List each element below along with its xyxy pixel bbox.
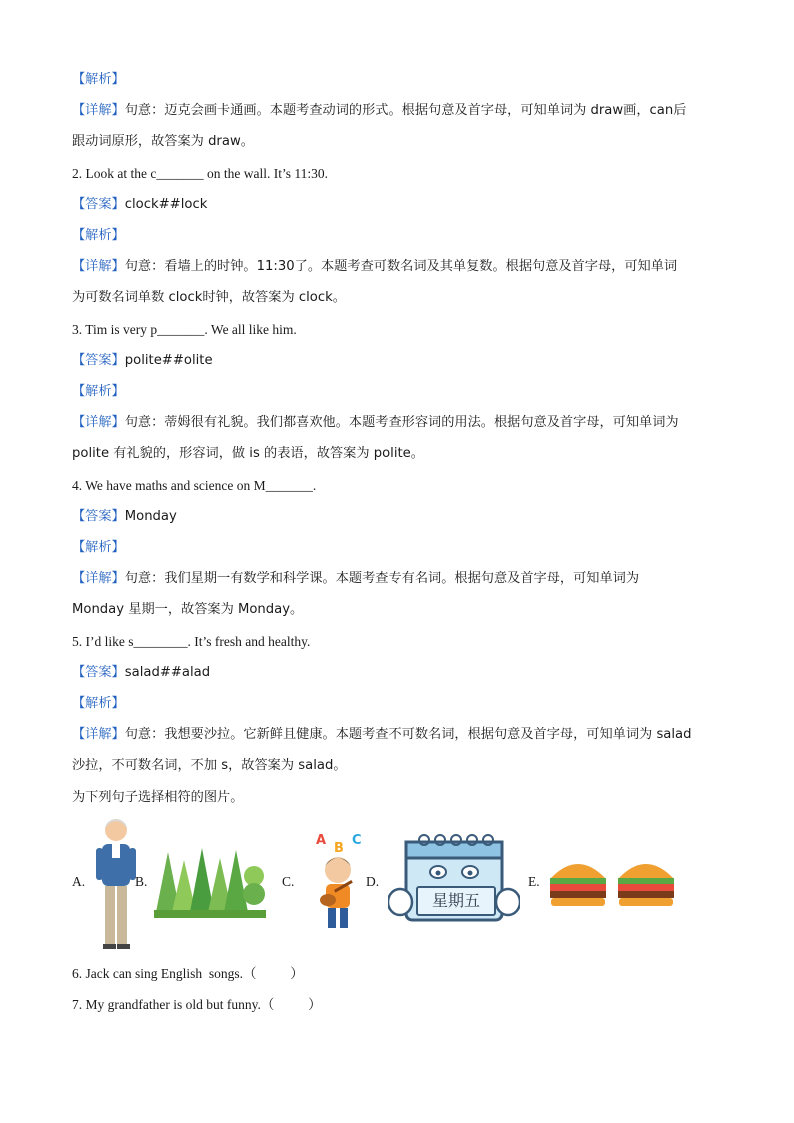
line-text: Monday 星期一，故答案为 Monday。 [72,602,304,618]
section-line [72,345,722,376]
section-tag: 【详解】 [72,415,125,431]
question-line [72,470,722,501]
option-label-b: B. [135,874,148,889]
line-text: 句意：我想要沙拉。它新鲜且健康。本题考查不可数名词，根据句意及首字母，可知单词为 salad [124,727,692,743]
picture-options [72,812,712,954]
calendar-friday-picture [388,830,520,930]
text-line [72,438,722,469]
section-tag: 【答案】 [72,352,125,368]
calendar-text: 星期五 [416,886,496,916]
line-text: Monday [124,508,177,524]
text-line [72,594,722,625]
text-line [72,282,722,313]
section-line [72,95,722,126]
section-tag: 【解析】 [72,72,125,87]
question-line [72,626,722,657]
section-tag: 【详解】 [72,259,125,275]
section-line [72,688,722,719]
line-text: 3. Tim is very p_______. We all like him. [72,321,297,337]
section-tag: 【解析】 [72,540,125,556]
section-line [72,376,722,407]
question-6: 6. Jack can sing English songs.（ ） [72,966,304,981]
section-line [72,220,722,251]
line-text: polite##olite [124,352,213,368]
line-text: polite 有礼貌的，形容词，做 is 的表语，故答案为 polite。 [72,446,424,462]
section-tag: 【详解】 [72,571,125,587]
section-tag: 【答案】 [72,664,125,680]
section-tag: 【解析】 [72,228,125,244]
section-line [72,719,722,750]
line-text: 为可数名词单数 clock时钟，故答案为 clock。 [72,290,346,306]
question-line [72,158,722,189]
section-line [72,251,722,282]
burgers-picture [548,854,678,910]
line-text: 为下列句子选择相符的图片。 [72,789,244,805]
line-text: 句意：迈克会画卡通画。本题考查动词的形式。根据句意及首字母，可知单词为 draw画，can后 [124,103,687,119]
section-line [72,657,722,688]
section-line [72,501,722,532]
section-tag: 【答案】 [72,196,125,212]
abc-letter-a: A [316,833,327,848]
line-text: 句意：我们星期一有数学和科学课。本题考查专有名词。根据句意及首字母，可知单词为 [124,571,640,587]
section-line [72,532,722,563]
section-tag: 【解析】 [72,384,125,400]
question-7: 7. My grandfather is old but funny.（ ） [72,997,322,1012]
question-line [72,314,722,345]
option-label-e: E. [528,874,540,889]
section-tag: 【详解】 [72,727,125,743]
option-label-c: C. [282,874,295,889]
section-tag: 【详解】 [72,103,125,119]
line-text: 句意：蒂姆很有礼貌。我们都喜欢他。本题考查形容词的用法。根据句意及首字母，可知单词为 [124,415,679,431]
text-line [72,750,722,781]
text-line [72,782,722,813]
line-text: 4. We have maths and science on M_______. [72,477,317,493]
text-line [72,126,722,157]
grandfather-picture [92,812,140,954]
line-text: clock##lock [124,196,208,212]
section-line [72,189,722,220]
line-text: salad##alad [124,664,211,680]
boy-singing-picture [310,830,368,934]
document-body [72,64,722,813]
option-label-d: D. [366,874,380,889]
line-text: 跟动词原形，故答案为 draw。 [72,134,254,150]
abc-letter-c: C [352,833,362,848]
option-label-a: A. [72,874,86,889]
abc-letter-b: B [334,841,344,856]
trees-picture [154,846,266,920]
line-text: 5. I’d like s________. It’s fresh and healthy. [72,633,311,649]
section-tag: 【答案】 [72,508,125,524]
section-line [72,407,722,438]
line-text: 沙拉，不可数名词，不加 s，故答案为 salad。 [72,758,347,774]
section-line [72,563,722,594]
line-text: 2. Look at the c_______ on the wall. It’s 11:30. [72,165,328,181]
section-tag: 【解析】 [72,696,125,712]
line-text: 句意：看墙上的时钟。11:30了。本题考查可数名词及其单复数。根据句意及首字母，可知单词 [124,259,678,275]
section-line [72,64,722,95]
